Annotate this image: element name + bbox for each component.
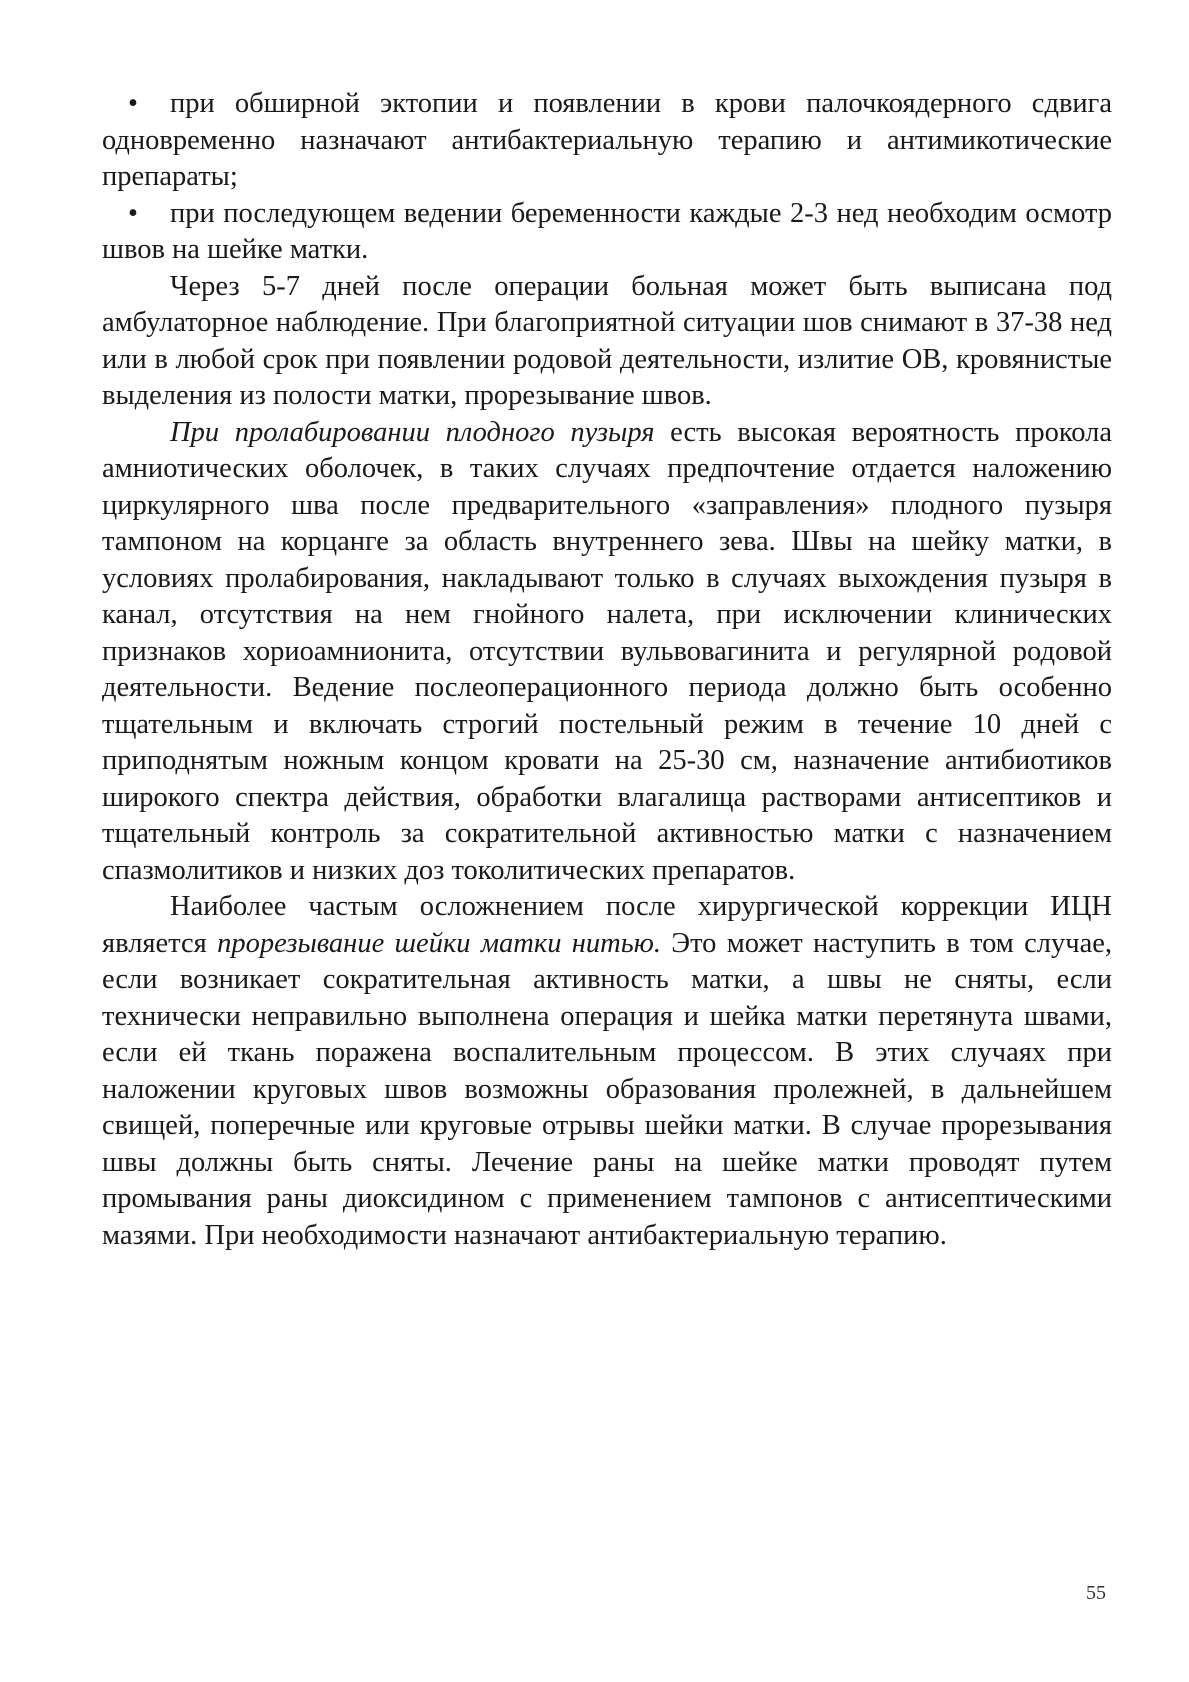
paragraph-text: есть высокая вероятность прокола амниотических оболочек, в таких случаях предпочтение отдается наложению циркулярного шва после предварительного «заправления» плодного пузыря тампоном на корцанге за область внутреннего зева. Швы на шейку матки, в условиях пролабирования, накладывают только в случаях выхождения пузыря в канал, отсутствия на нем гнойного налета, при исключении клинических признаков хориоамнионита, отсутствии вульвовагинита и регулярной родовой деятельности. Ведение послеоперационного периода должно быть особенно тщательным и включать строгий постельный режим в течение 10 дней с приподнятым ножным концом кровати на 25-30 см, назначение антибиотиков широкого спектра действия, обработки влагалища растворами антисептиков и тщательный контроль за сократительной активностью матки с назначением спазмолитиков и низких доз токолитических препаратов. [102,416,1113,886]
bullet-icon: • [128,88,138,119]
italic-term: прорезывание шейки матки нитью. [217,927,661,959]
bullet-item [102,196,1112,269]
paragraph-discharge: Через 5-7 дней после операции больная может быть выписана под амбулаторное наблюдение. При благоприятной ситуации шов снимают в 37-38 нед или в любой срок при появлении родовой деятельности, излитие ОВ, кровянистые выделения из полости матки, прорезывание швов. [102,270,1112,411]
paragraph-text-before: Наиболее частым осложнением после хирургической коррекции ИЦН является [102,891,1112,959]
page-number: 55 [1086,1582,1106,1604]
paragraph-complication [102,889,1112,1254]
paragraph-prolapse [102,415,1112,890]
bullet-item [102,86,1112,196]
bullet-icon: • [128,197,138,229]
body-text [102,86,1112,1254]
italic-lead: При пролабировании плодного пузыря [170,416,655,448]
paragraph-text-after: Это может наступить в том случае, если возникает сократительная активность матки, а швы не сняты, если технически неправильно выполнена операция и шейка матки перетянута швами, если ей ткань поражена воспалительным процессом. В этих случаях при наложении круговых швов возможны образования пролежней, в дальнейшем свищей, поперечные или круговые отрывы шейки матки. В случае прорезывания швы должны быть сняты. Лечение раны на шейке матки проводят путем промывания раны диоксидином с применением тампонов с антисептическими мазями. При необходимости назначают антибактериальную терапию. [102,927,1113,1251]
bullet-text: при последующем ведении беременности каждые 2-3 нед необходим осмотр швов на шейке матки. [102,197,1112,265]
bullet-text: при обширной эктопии и появлении в крови палочкоядерного сдвига одновременно назначают антибактериальную терапию и антимикотические препараты; [102,88,1112,192]
